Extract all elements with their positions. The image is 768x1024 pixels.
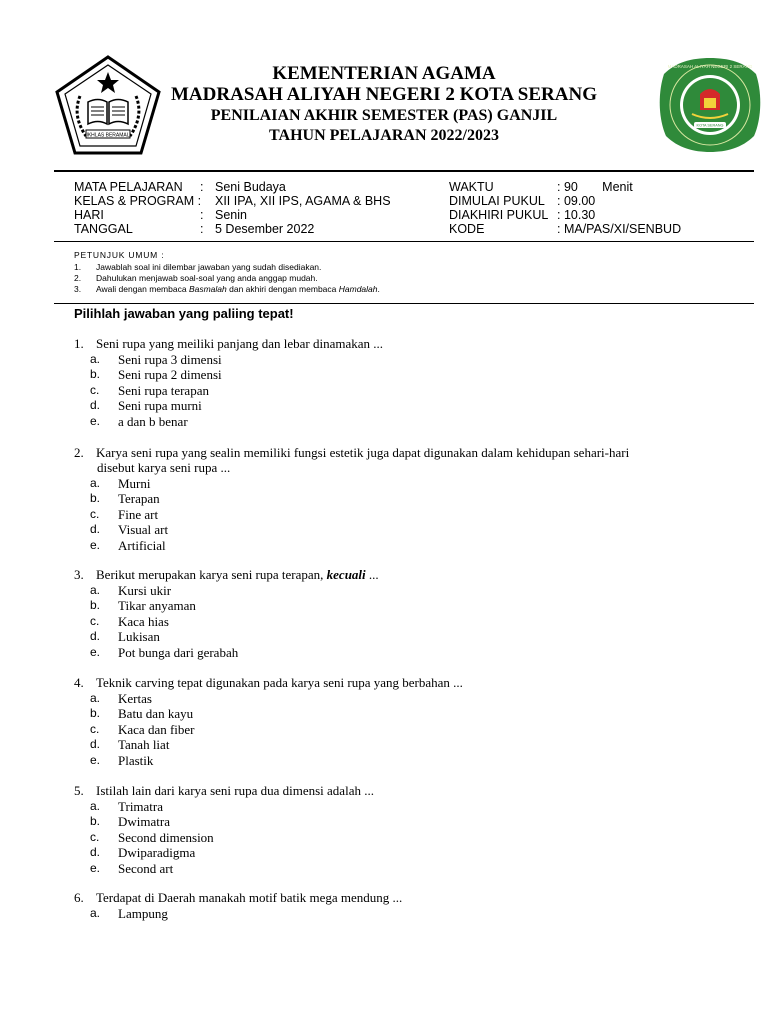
header-ministry: KEMENTERIAN AGAMA bbox=[272, 63, 496, 84]
instruction-text: Dahulukan menjawab soal-soal yang anda anggap mudah. bbox=[96, 273, 318, 283]
question-number: 2. bbox=[74, 445, 84, 460]
option-text: Dwiparadigma bbox=[118, 845, 196, 861]
option-letter: b. bbox=[90, 367, 101, 382]
option-letter: a. bbox=[90, 906, 101, 920]
question-text: Karya seni rupa yang sealin memiliki fungsi estetik juga dapat digunakan dalam kehidupan sehari-hari bbox=[96, 445, 630, 460]
option-letter: c. bbox=[90, 829, 100, 844]
info-divider bbox=[54, 241, 754, 242]
option-text: Second art bbox=[118, 860, 174, 876]
subject-value: Seni Budaya bbox=[215, 180, 286, 194]
madrasah-logo-banner-text: KOTA SERANG bbox=[696, 123, 724, 128]
end-label: DIAKHIRI PUKUL bbox=[449, 208, 549, 222]
option-text: Plastik bbox=[118, 752, 154, 768]
option-text: Fine art bbox=[118, 506, 159, 522]
question-number: 5. bbox=[74, 783, 84, 798]
kemenag-logo-text: IKHLAS BERAMAL bbox=[86, 132, 130, 139]
subject-label: MATA PELAJARAN bbox=[74, 180, 183, 194]
header-school: MADRASAH ALIYAH NEGERI 2 KOTA SERANG bbox=[171, 84, 597, 105]
question-text: Teknik carving tepat digunakan pada karya seni rupa yang berbahan ... bbox=[96, 675, 463, 690]
question-number: 6. bbox=[74, 890, 84, 905]
start-value: : 09.00 bbox=[557, 194, 596, 208]
option-letter: d. bbox=[90, 629, 101, 644]
instruction-text: Jawablah soal ini dilembar jawaban yang sudah disediakan. bbox=[96, 262, 322, 272]
end-value: : 10.30 bbox=[557, 208, 596, 222]
duration-label: WAKTU bbox=[449, 180, 494, 194]
option-letter: d. bbox=[90, 737, 101, 752]
code-value: : MA/PAS/XI/SENBUD bbox=[557, 222, 682, 236]
option-letter: b. bbox=[90, 598, 101, 613]
option-letter: e. bbox=[90, 644, 101, 659]
option-letter: c. bbox=[90, 382, 100, 397]
option-letter: e. bbox=[90, 860, 101, 875]
day-label: HARI bbox=[74, 208, 104, 222]
option-text: Visual art bbox=[118, 522, 169, 538]
option-letter: a. bbox=[90, 583, 101, 597]
option-letter: a. bbox=[90, 799, 101, 813]
question-number: 4. bbox=[74, 675, 84, 690]
day-value: Senin bbox=[215, 208, 247, 222]
option-text: Kursi ukir bbox=[118, 583, 172, 598]
option-text: Seni rupa murni bbox=[118, 398, 202, 414]
instruction-num: 3. bbox=[74, 284, 82, 294]
option-text: Seni rupa 2 dimensi bbox=[118, 367, 222, 383]
option-letter: a. bbox=[90, 691, 101, 705]
instruction-num: 1. bbox=[74, 262, 82, 272]
option-text: Dwimatra bbox=[118, 814, 170, 830]
option-letter: d. bbox=[90, 845, 101, 860]
option-text: Tanah liat bbox=[118, 737, 170, 753]
option-letter: e. bbox=[90, 413, 101, 428]
question-number: 1. bbox=[74, 336, 84, 351]
option-letter: c. bbox=[90, 721, 100, 736]
date-colon: : bbox=[200, 222, 204, 236]
code-label: KODE bbox=[449, 222, 485, 236]
instruction-text: Awali dengan membaca Basmalah dan akhiri dengan membaca Hamdalah. bbox=[96, 284, 380, 294]
question-text: Berikut merupakan karya seni rupa terapan, kecuali ... bbox=[96, 567, 379, 582]
question-text-continuation: disebut karya seni rupa ... bbox=[97, 460, 231, 475]
header-divider bbox=[54, 170, 754, 172]
option-text: Pot bunga dari gerabah bbox=[118, 644, 239, 660]
question-text: Seni rupa yang meiliki panjang dan lebar dinamakan ... bbox=[96, 336, 383, 351]
option-text: Seni rupa terapan bbox=[118, 382, 209, 398]
option-text: Seni rupa 3 dimensi bbox=[118, 352, 222, 367]
class-label: KELAS & PROGRAM : bbox=[74, 194, 202, 208]
option-letter: a. bbox=[90, 476, 101, 490]
date-label: TANGGAL bbox=[74, 222, 133, 236]
option-text: Lukisan bbox=[118, 629, 160, 645]
option-letter: d. bbox=[90, 522, 101, 537]
option-text: Lampung bbox=[118, 906, 168, 921]
day-colon: : bbox=[200, 208, 204, 222]
instructions-title: PETUNJUK UMUM : bbox=[74, 250, 165, 260]
section-instruction: Pilihlah jawaban yang paliing tepat! bbox=[74, 306, 294, 321]
option-text: Kaca hias bbox=[118, 613, 169, 629]
option-text: Artificial bbox=[118, 537, 166, 553]
madrasah-logo-ring-text: MADRASAH ALIYAH NEGERI 2 SERANG bbox=[667, 64, 753, 69]
option-letter: b. bbox=[90, 491, 101, 506]
option-text: Kaca dan fiber bbox=[118, 721, 195, 737]
option-letter: e. bbox=[90, 752, 101, 767]
option-text: Trimatra bbox=[118, 799, 164, 814]
question-number: 3. bbox=[74, 567, 84, 582]
question-text: Istilah lain dari karya seni rupa dua dimensi adalah ... bbox=[96, 783, 374, 798]
header-exam: PENILAIAN AKHIR SEMESTER (PAS) GANJIL bbox=[210, 107, 558, 124]
option-letter: c. bbox=[90, 506, 100, 521]
option-text: Kertas bbox=[118, 691, 152, 706]
option-letter: b. bbox=[90, 706, 101, 721]
option-text: Second dimension bbox=[118, 829, 214, 845]
option-text: a dan b benar bbox=[118, 413, 188, 429]
option-text: Terapan bbox=[118, 491, 160, 507]
question-text: Terdapat di Daerah manakah motif batik mega mendung ... bbox=[96, 890, 403, 905]
header-year: TAHUN PELAJARAN 2022/2023 bbox=[269, 127, 499, 144]
instructions-divider bbox=[54, 303, 754, 304]
option-letter: a. bbox=[90, 352, 101, 366]
option-text: Murni bbox=[118, 476, 151, 491]
start-label: DIMULAI PUKUL bbox=[449, 194, 545, 208]
date-value: 5 Desember 2022 bbox=[215, 222, 315, 236]
option-letter: b. bbox=[90, 814, 101, 829]
duration-value: : 90 Menit bbox=[557, 180, 633, 194]
option-text: Tikar anyaman bbox=[118, 598, 196, 614]
subject-colon: : bbox=[200, 180, 204, 194]
option-letter: d. bbox=[90, 398, 101, 413]
option-letter: e. bbox=[90, 537, 101, 552]
class-value: XII IPA, XII IPS, AGAMA & BHS bbox=[215, 194, 391, 208]
option-letter: c. bbox=[90, 613, 100, 628]
option-text: Batu dan kayu bbox=[118, 706, 194, 722]
instruction-num: 2. bbox=[74, 273, 82, 283]
